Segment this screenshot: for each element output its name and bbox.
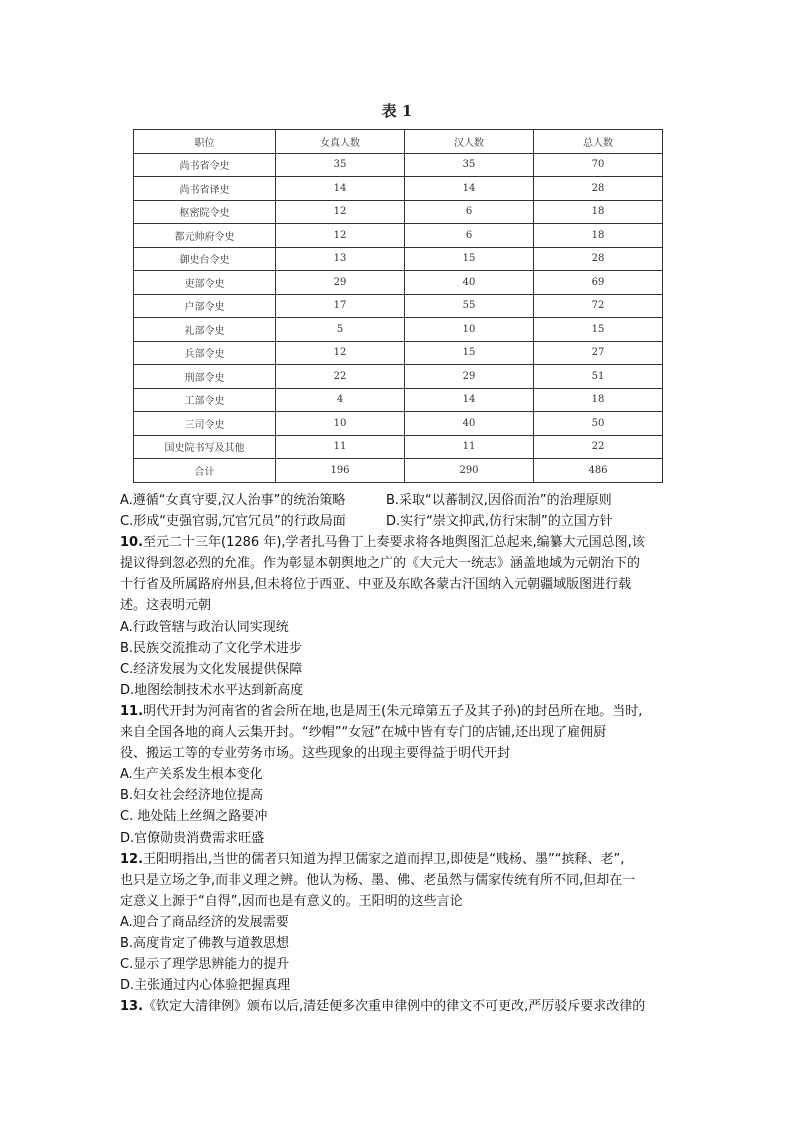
cell-total: 28	[534, 177, 663, 201]
cell-position: 户部令史	[134, 294, 276, 318]
q10-stem-line: 述。这表明元朝	[120, 598, 212, 614]
cell-position: 御史台令史	[134, 247, 276, 271]
question-text-block	[120, 490, 680, 1017]
q12-stem-line: 也只是立场之争,而非义理之辨。他认为杨、墨、佛、老虽然与儒家传统有所不同,但却在一	[120, 872, 636, 888]
q12-number: 12.	[120, 851, 144, 867]
cell-total: 28	[534, 247, 663, 271]
q10-option-d: D.地图绘制技术水平达到新高度	[120, 682, 304, 698]
cell-position: 都元帅府令史	[134, 224, 276, 248]
q11-stem-line: 役、搬运工等的专业劳务市场。这些现象的出现主要得益于明代开封	[120, 746, 511, 762]
q12-stem-line: 定意义上源于“自得”,因而也是有意义的。王阳明的这些言论	[120, 893, 463, 909]
q11-stem-text: 明代开封为河南省的省会所在地,也是周王(朱元璋第五子及其子孙)的封邑所在地。当时,	[143, 703, 643, 719]
q9-options-row-2	[120, 511, 680, 532]
q10-stem-line: 十行省及所属路府州县,但未将位于西亚、中亚及东欧各蒙古汗国纳入元朝疆域版图进行载	[120, 577, 632, 593]
q12-option-b: B.高度肯定了佛教与道教思想	[120, 935, 290, 951]
table-row	[134, 200, 663, 224]
cell-jurchen: 17	[276, 294, 405, 318]
table-row	[134, 247, 663, 271]
cell-han: 55	[405, 294, 534, 318]
cell-han: 6	[405, 200, 534, 224]
cell-han: 14	[405, 177, 534, 201]
column-header-han-count: 汉人数	[405, 130, 534, 154]
q12-option-c: C.显示了理学思辨能力的提升	[120, 957, 290, 973]
cell-total: 486	[534, 459, 663, 483]
cell-jurchen: 4	[276, 388, 405, 412]
q9-options-row-1	[120, 490, 680, 511]
q10-number: 10.	[120, 535, 144, 551]
q11-stem-line	[120, 701, 680, 722]
table-row	[134, 365, 663, 389]
cell-jurchen: 11	[276, 435, 405, 459]
cell-han: 35	[405, 153, 534, 177]
q9-option-c: C.形成“吏强官弱,冗官冗员”的行政局面	[120, 514, 346, 530]
table-row	[134, 435, 663, 459]
cell-han: 290	[405, 459, 534, 483]
cell-han: 40	[405, 412, 534, 436]
cell-jurchen: 13	[276, 247, 405, 271]
cell-position: 尚书省译史	[134, 177, 276, 201]
q11-stem-line: 来自全国各地的商人云集开封。“纱帽”“女冠”在城中皆有专门的店铺,还出现了雇佣厨	[120, 725, 607, 741]
cell-han: 11	[405, 435, 534, 459]
table-row	[134, 271, 663, 295]
cell-han: 40	[405, 271, 534, 295]
q13-stem-line	[120, 996, 680, 1017]
cell-jurchen: 35	[276, 153, 405, 177]
q11-option-c: C. 地处陆上丝绸之路要冲	[120, 809, 268, 825]
cell-position: 礼部令史	[134, 318, 276, 342]
column-header-jurchen-count: 女真人数	[276, 130, 405, 154]
q11-number: 11.	[120, 703, 144, 719]
cell-position: 合计	[134, 459, 276, 483]
cell-han: 6	[405, 224, 534, 248]
q12-option-a: A.迎合了商品经济的发展需要	[120, 914, 289, 930]
q10-option-c: C.经济发展为文化发展提供保障	[120, 661, 303, 677]
table-header-row	[134, 130, 663, 154]
column-header-total: 总人数	[534, 130, 663, 154]
q9-option-d: D.实行“崇文抑武,仿行宋制”的立国方针	[386, 514, 613, 530]
table-row	[134, 341, 663, 365]
cell-total: 70	[534, 153, 663, 177]
cell-jurchen: 12	[276, 224, 405, 248]
q10-stem-line: 提议得到忽必烈的允准。作为彰显本朝舆地之广的《大元大一统志》涵盖地域为元朝治下的	[120, 556, 641, 572]
cell-jurchen: 22	[276, 365, 405, 389]
q9-option-b: B.采取“以蕃制汉,因俗而治”的治理原则	[386, 493, 612, 508]
column-header-position: 职位	[134, 130, 276, 154]
cell-position: 三司令史	[134, 412, 276, 436]
cell-total: 22	[534, 435, 663, 459]
cell-jurchen: 29	[276, 271, 405, 295]
q10-option-b: B.民族交流推动了文化学术进步	[120, 640, 303, 656]
q12-stem-text: 王阳明指出,当世的儒者只知道为捍卫儒家之道而捍卫,即使是“贱杨、墨”“摈释、老”,	[143, 851, 625, 867]
cell-total: 51	[534, 365, 663, 389]
q10-option-a: A.行政管辖与政治认同实现统	[120, 619, 289, 635]
q13-stem-text: 《钦定大清律例》颁布以后,清廷便多次重申律例中的律文不可更改,严厉驳斥要求改律的	[143, 999, 646, 1015]
cell-jurchen: 5	[276, 318, 405, 342]
table-total-row	[134, 459, 663, 483]
cell-total: 18	[534, 200, 663, 224]
q11-option-d: D.官僚勋贵消费需求旺盛	[120, 830, 265, 846]
table-caption: 表 1	[381, 102, 413, 120]
cell-jurchen: 10	[276, 412, 405, 436]
cell-position: 刑部令史	[134, 365, 276, 389]
cell-position: 枢密院令史	[134, 200, 276, 224]
table-row	[134, 412, 663, 436]
table-row	[134, 388, 663, 412]
q11-option-a: A.生产关系发生根本变化	[120, 767, 263, 783]
cell-total: 18	[534, 388, 663, 412]
q11-option-b: B.妇女社会经济地位提高	[120, 788, 264, 804]
q12-stem-line	[120, 849, 680, 870]
cell-han: 15	[405, 247, 534, 271]
cell-jurchen: 14	[276, 177, 405, 201]
cell-han: 15	[405, 341, 534, 365]
q9-option-a: A.遵循“女真守要,汉人治事”的统治策略	[120, 493, 346, 508]
q12-option-d: D.主张通过内心体验把握真理	[120, 978, 291, 994]
cell-total: 27	[534, 341, 663, 365]
table-row	[134, 177, 663, 201]
staff-count-table	[133, 129, 663, 483]
cell-han: 10	[405, 318, 534, 342]
cell-han: 29	[405, 365, 534, 389]
q10-stem-text: 至元二十三年(1286 年),学者扎马鲁丁上奏要求将各地舆图汇总起来,编纂大元国总图,该	[143, 535, 645, 551]
table-row	[134, 224, 663, 248]
cell-position: 尚书省令史	[134, 153, 276, 177]
cell-position: 工部令史	[134, 388, 276, 412]
cell-position: 国史院书写及其他	[134, 435, 276, 459]
cell-total: 15	[534, 318, 663, 342]
cell-total: 72	[534, 294, 663, 318]
table-row	[134, 294, 663, 318]
table-row	[134, 153, 663, 177]
cell-position: 吏部令史	[134, 271, 276, 295]
cell-position: 兵部令史	[134, 341, 276, 365]
q10-stem-line	[120, 532, 680, 553]
cell-jurchen: 12	[276, 200, 405, 224]
cell-total: 18	[534, 224, 663, 248]
cell-total: 69	[534, 271, 663, 295]
q13-number: 13.	[120, 999, 144, 1015]
cell-han: 14	[405, 388, 534, 412]
cell-jurchen: 12	[276, 341, 405, 365]
table-row	[134, 318, 663, 342]
cell-jurchen: 196	[276, 459, 405, 483]
cell-total: 50	[534, 412, 663, 436]
